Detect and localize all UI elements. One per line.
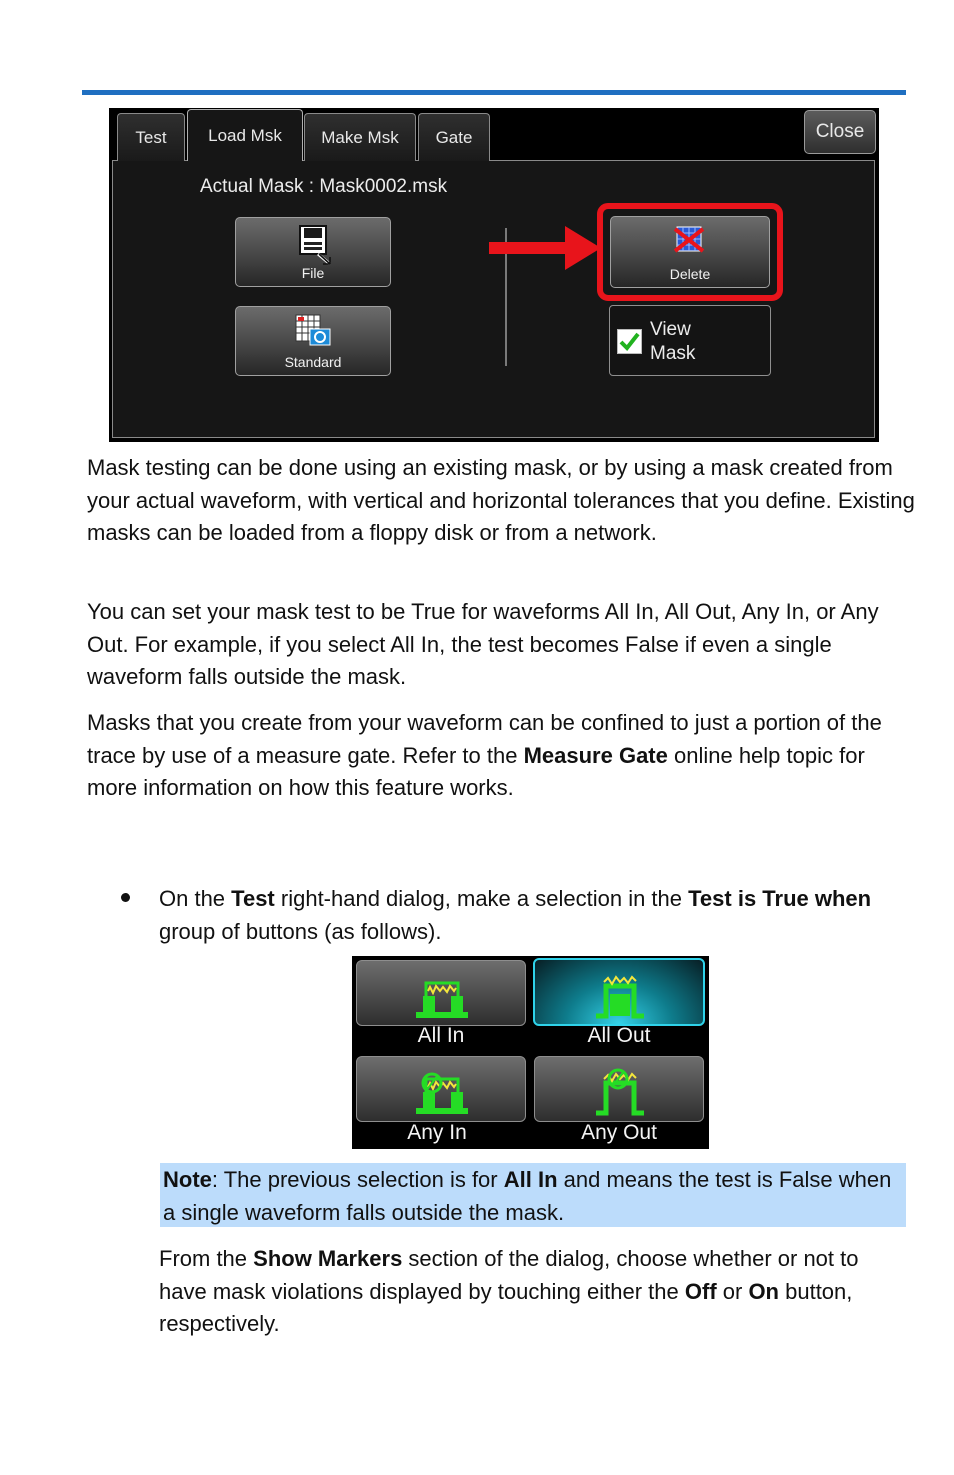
measure-gate-term: Measure Gate bbox=[523, 742, 668, 768]
close-button[interactable]: Close bbox=[804, 110, 876, 154]
all-out-waveform-icon bbox=[590, 968, 650, 1020]
all-out-button[interactable] bbox=[533, 958, 705, 1026]
view-mask-label: View Mask bbox=[650, 319, 696, 364]
paragraph-mask-testing: Mask testing can be done using an existing mask, or by using a mask created from your actual waveform, with vertical and horizontal tolerances that you define. Existing masks can be loaded from a floppy disk or from a network. bbox=[87, 455, 915, 545]
standard-button-label: Standard bbox=[284, 354, 342, 370]
any-in-waveform-icon bbox=[412, 1065, 472, 1117]
note-box bbox=[160, 1163, 906, 1227]
any-out-waveform-icon bbox=[590, 1065, 650, 1117]
standard-button[interactable] bbox=[235, 306, 391, 376]
mask-grid-icon bbox=[286, 313, 340, 355]
delete-highlight-frame bbox=[597, 203, 783, 301]
bullet-instruction: On the Test right-hand dialog, make a selection in the Test is True when group of buttons (as follows). bbox=[159, 886, 872, 944]
all-in-label: All In bbox=[417, 1024, 465, 1047]
any-out-label: Any Out bbox=[581, 1121, 657, 1144]
paragraph-show-markers: From the Show Markers section of the dialog, choose whether or not to have mask violations displayed by touching either the Off or On button, respectively. bbox=[159, 1246, 859, 1336]
header-rule bbox=[82, 90, 906, 95]
all-in-button[interactable] bbox=[356, 960, 526, 1026]
tab-make-msk[interactable]: Make Msk bbox=[304, 113, 416, 161]
any-in-button[interactable] bbox=[356, 1056, 526, 1122]
file-button-label: File bbox=[301, 265, 325, 281]
tab-test[interactable]: Test bbox=[117, 113, 185, 161]
floppy-disk-icon bbox=[286, 224, 340, 266]
actual-mask-label: Actual Mask : Mask0002.msk bbox=[200, 176, 448, 197]
red-arrow-icon bbox=[489, 226, 601, 272]
all-out-label: All Out bbox=[587, 1024, 651, 1047]
any-in-label: Any In bbox=[407, 1121, 467, 1144]
checkmark-icon bbox=[618, 330, 641, 353]
view-mask-checkbox[interactable] bbox=[609, 305, 771, 376]
tab-load-msk[interactable]: Load Msk bbox=[187, 109, 303, 161]
bullet-point bbox=[121, 893, 130, 902]
paragraph-test-true: You can set your mask test to be True for waveforms All In, All Out, Any In, or Any Out. For example, if you select All In, the test becomes False if even a single waveform falls outside the mask. bbox=[87, 599, 879, 689]
any-out-button[interactable] bbox=[534, 1056, 704, 1122]
paragraph-measure-gate: Masks that you create from your waveform can be confined to just a portion of the trace by use of a measure gate. Refer to the Measure Gate online help topic for more information on how this feature works. bbox=[87, 710, 882, 800]
load-mask-dialog-screenshot bbox=[109, 108, 879, 442]
all-in-waveform-icon bbox=[412, 969, 472, 1021]
delete-button-label: Delete bbox=[669, 266, 711, 282]
test-is-true-buttons-screenshot bbox=[352, 956, 709, 1149]
note-text: Note: The previous selection is for All In and means the test is False when a single waveform falls outside the mask. bbox=[163, 1167, 892, 1225]
tab-gate[interactable]: Gate bbox=[418, 113, 490, 161]
checkbox[interactable] bbox=[617, 329, 642, 354]
file-button[interactable] bbox=[235, 217, 391, 287]
